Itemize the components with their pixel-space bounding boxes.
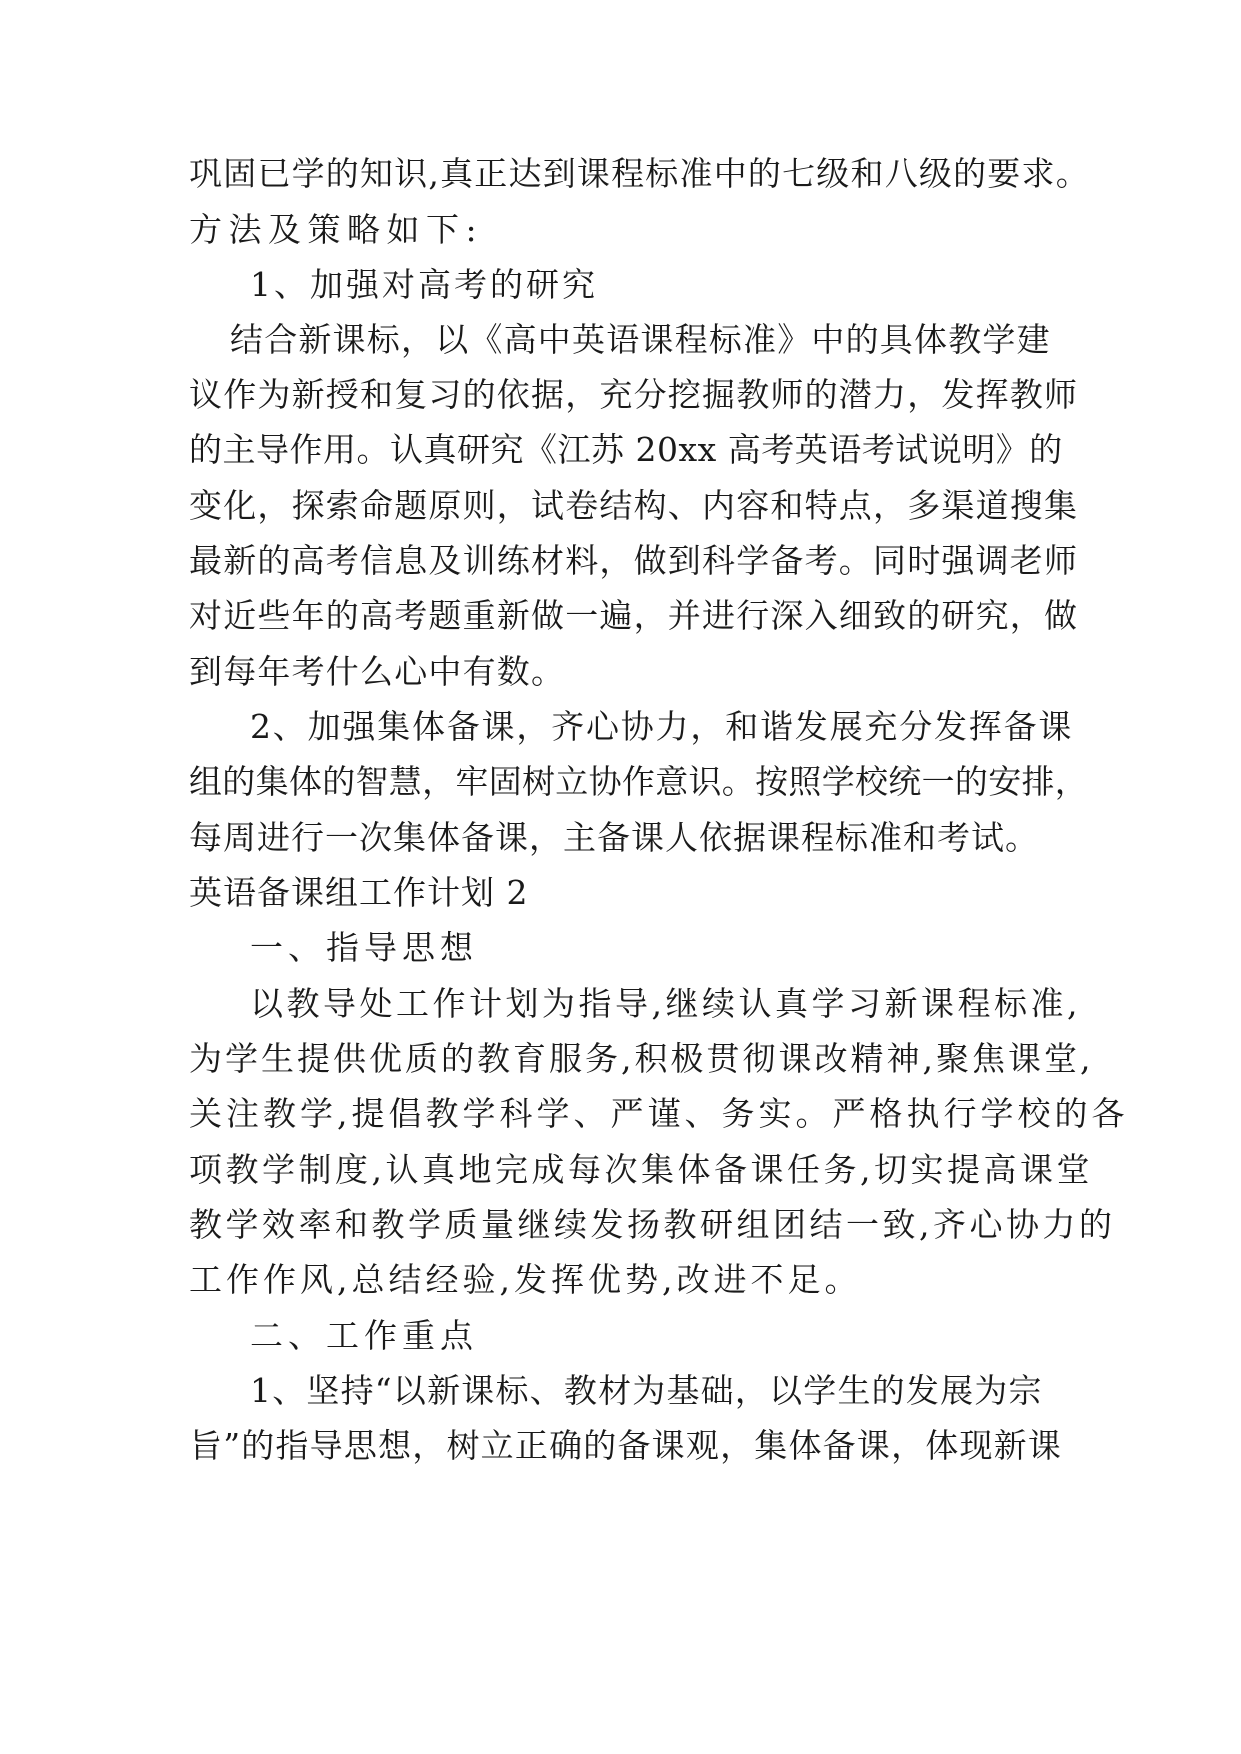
paragraph-line-8: 最新的高考信息及训练材料，做到科学备考。同时强调老师 [189, 541, 1079, 580]
section-heading-guiding-thought: 一、指导思想 [250, 928, 478, 967]
paragraph-line-4: 结合新课标，以《高中英语课程标准》中的具体教学建 [230, 320, 1051, 359]
paragraph-line-19: 项教学制度,认真地完成每次集体备课任务,切实提高课堂 [189, 1150, 1093, 1189]
section-heading-work-focus: 二、工作重点 [250, 1316, 478, 1355]
paragraph-line-2: 方法及策略如下: [189, 210, 484, 249]
paragraph-line-12: 组的集体的智慧，牢固树立协作意识。按照学校统一的安排， [189, 762, 1089, 801]
paragraph-line-7: 变化，探索命题原则，试卷结构、内容和特点，多渠道搜集 [189, 486, 1079, 525]
paragraph-line-17: 为学生提供优质的教育服务,积极贯彻课改精神,聚焦课堂, [189, 1039, 1094, 1078]
paragraph-line-21: 工作作风,总结经验,发挥优势,改进不足。 [189, 1260, 862, 1299]
paragraph-line-6: 的主导作用。认真研究《江苏 20xx 高考英语考试说明》的 [189, 430, 1063, 469]
paragraph-line-18: 关注教学,提倡教学科学、严谨、务实。严格执行学校的各 [189, 1094, 1129, 1133]
paragraph-line-13: 每周进行一次集体备课，主备课人依据课程标准和考试。 [189, 818, 1039, 857]
section-heading-lesson-prep: 2、加强集体备课，齐心协力，和谐发展充分发挥备课 [250, 707, 1074, 746]
paragraph-line-5: 议作为新授和复习的依据，充分挖掘教师的潜力，发挥教师 [189, 375, 1079, 414]
paragraph-line-10: 到每年考什么心中有数。 [189, 652, 566, 691]
paragraph-line-1: 巩固已学的知识,真正达到课程标准中的七级和八级的要求。 [189, 154, 1090, 193]
paragraph-line-9: 对近些年的高考题重新做一遍，并进行深入细致的研究，做 [189, 596, 1079, 635]
paragraph-line-20: 教学效率和教学质量继续发扬教研组团结一致,齐心协力的 [189, 1205, 1116, 1244]
document-title-plan-2: 英语备课组工作计划 2 [189, 873, 529, 912]
paragraph-line-24: 旨”的指导思想，树立正确的备课观，集体备课，体现新课 [189, 1426, 1063, 1465]
paragraph-line-16: 以教导处工作计划为指导,继续认真学习新课程标准, [250, 984, 1081, 1023]
section-heading-research: 1、加强对高考的研究 [250, 265, 598, 304]
paragraph-line-23: 1、坚持“以新课标、教材为基础，以学生的发展为宗 [250, 1371, 1043, 1410]
